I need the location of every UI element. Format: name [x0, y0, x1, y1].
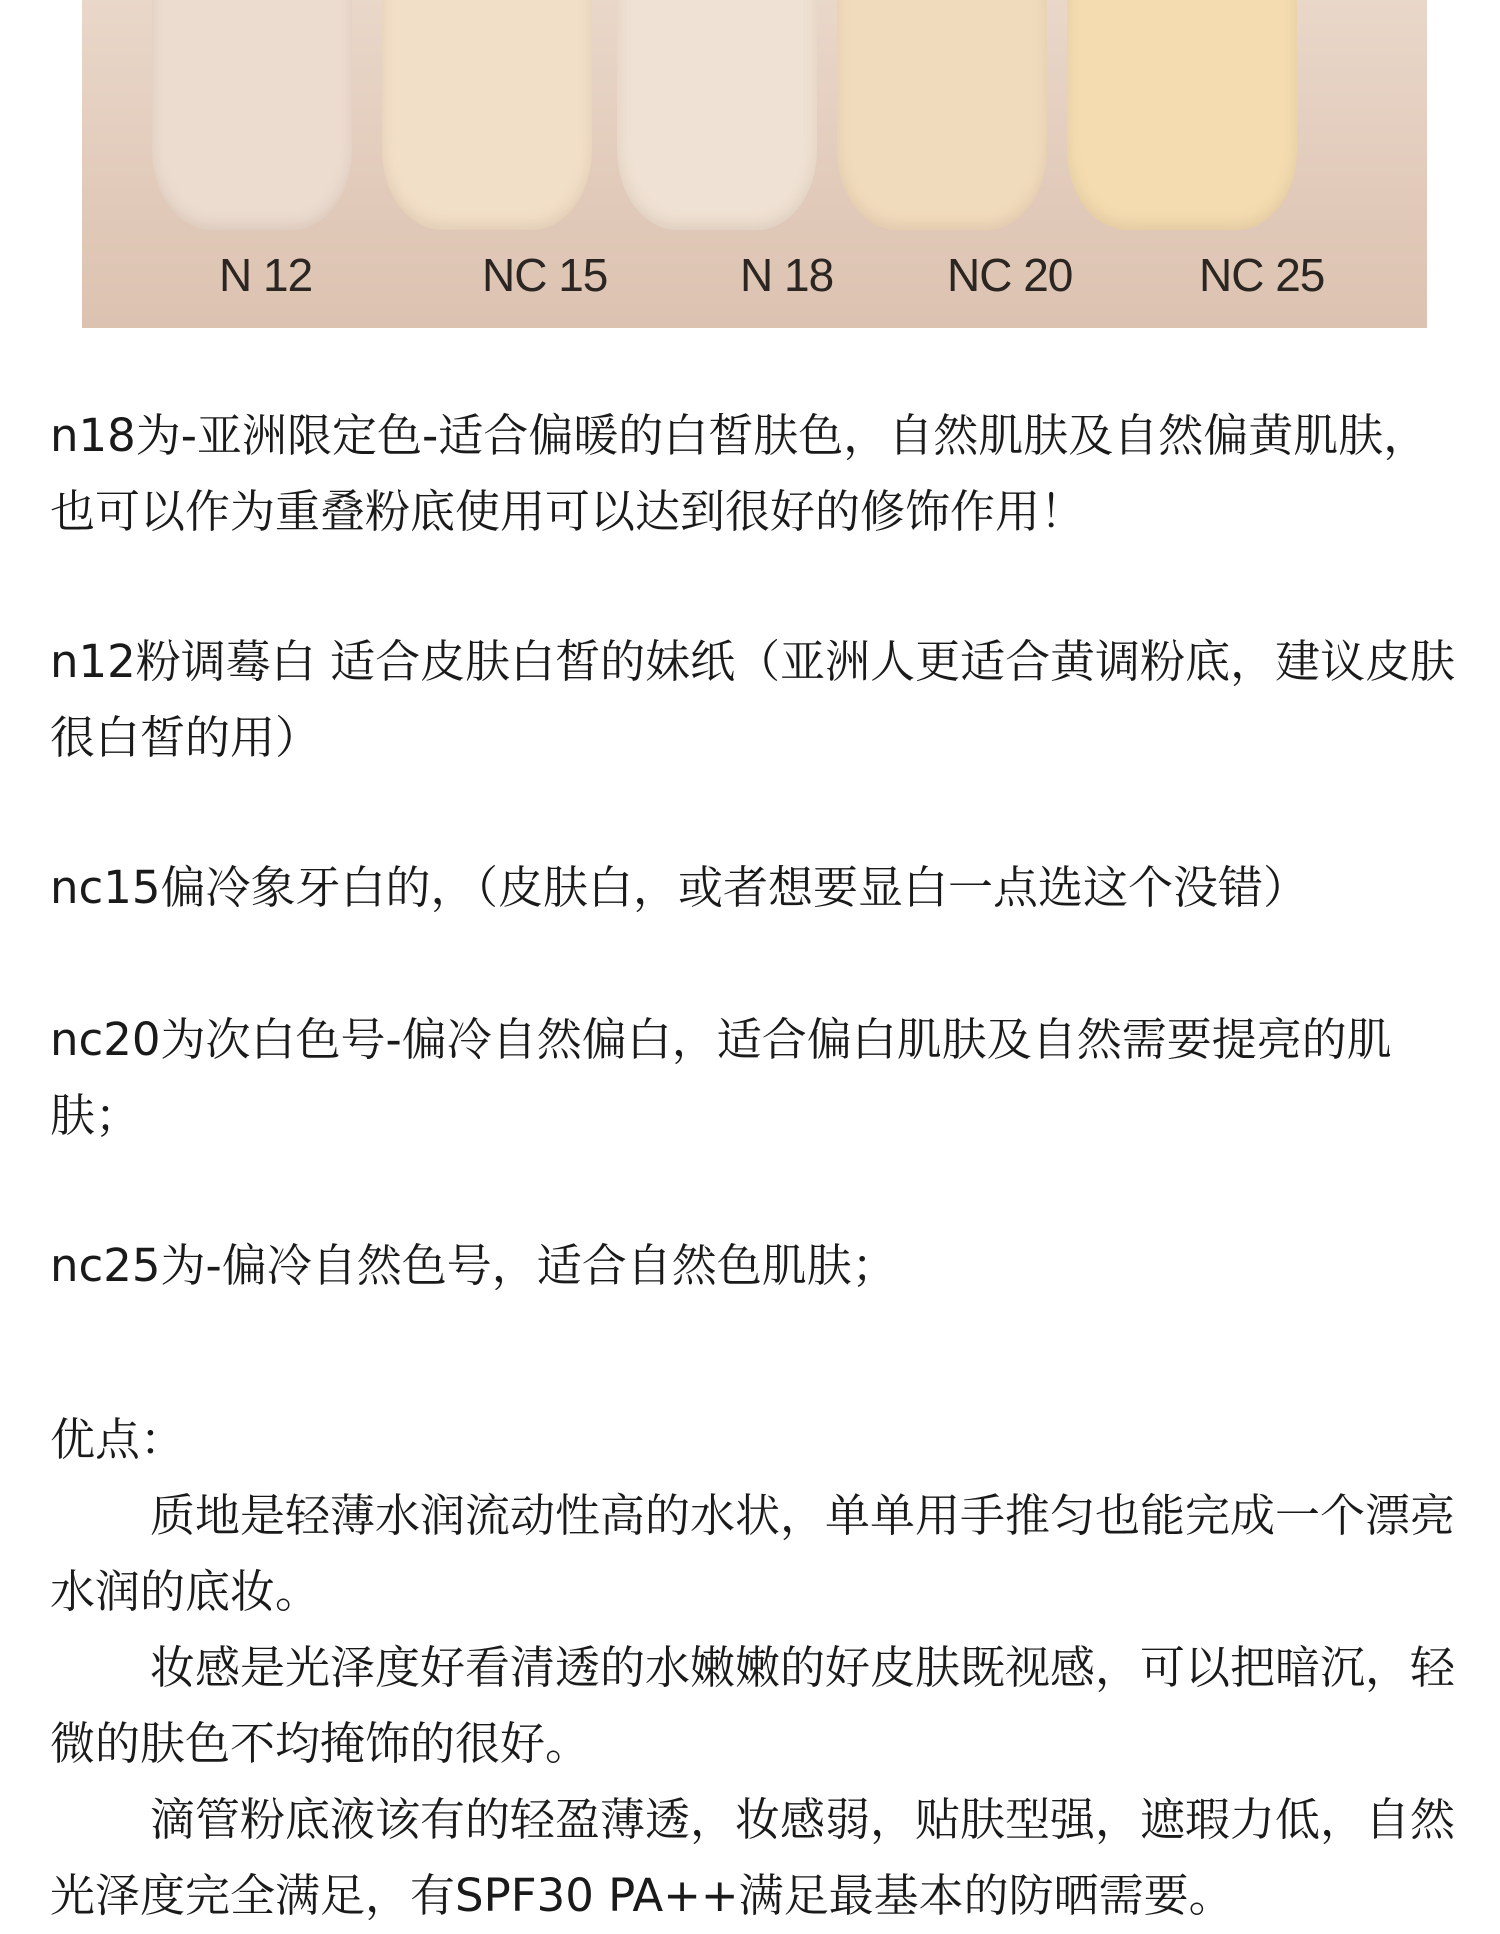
- advantage-item-finish: 妆感是光泽度好看清透的水嫩嫩的好皮肤既视感，可以把暗沉，轻微的肤色不均掩饰的很好。: [50, 1641, 1456, 1770]
- paragraph-n12: n12粉调蓦白 适合皮肤白皙的妹纸（亚洲人更适合黄调粉底，建议皮肤很白皙的用）: [50, 635, 1456, 764]
- advantage-item-texture: 质地是轻薄水润流动性高的水状，单单用手推匀也能完成一个漂亮水润的底妆。: [50, 1489, 1456, 1618]
- swatch-nc25: [1067, 0, 1297, 230]
- swatch-photo: [82, 0, 1427, 328]
- paragraph-nc20: nc20为次白色号-偏冷自然偏白，适合偏白肌肤及自然需要提亮的肌肤；: [50, 1013, 1392, 1142]
- paragraph-n18: n18为-亚洲限定色-适合偏暖的白皙肤色，自然肌肤及自然偏黄肌肤，也可以作为重叠粉底使用可以达到很好的修饰作用！: [50, 409, 1429, 538]
- swatch-n18: [617, 0, 817, 230]
- swatch-nc15: [382, 0, 592, 230]
- paragraph-nc25: nc25为-偏冷自然色号，适合自然色肌肤；: [50, 1239, 897, 1292]
- swatch-label-n12: N 12: [219, 249, 313, 301]
- swatch-n12: [152, 0, 352, 230]
- paragraph-nc15: nc15偏冷象牙白的，（皮肤白，或者想要显白一点选这个没错）: [50, 861, 1309, 914]
- swatch-label-nc15: NC 15: [482, 249, 608, 301]
- swatch-label-nc25: NC 25: [1199, 249, 1325, 301]
- swatch-label-n18: N 18: [740, 249, 834, 301]
- swatch-label-nc20: NC 20: [947, 249, 1073, 301]
- swatch-nc20: [837, 0, 1047, 230]
- advantages-heading: 优点：: [50, 1413, 186, 1466]
- advantage-item-spf: 滴管粉底液该有的轻盈薄透，妆感弱，贴肤型强，遮瑕力低，自然光泽度完全满足，有SPF30 PA++满足最基本的防晒需要。: [50, 1793, 1456, 1922]
